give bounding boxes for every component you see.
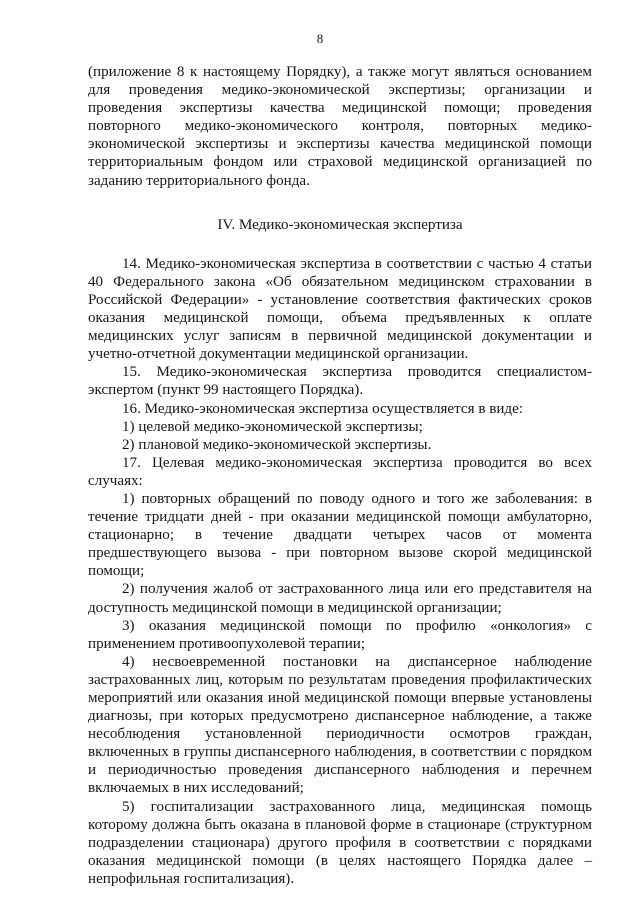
- paragraph-16-item-2: 2) плановой медико-экономической экспертизы.: [122, 436, 432, 453]
- paragraph-14: 14. Медико-экономическая экспертиза в соответствии с частью 4 статьи 40 Федерального закона «Об обязательном медицинском страховании в Российской Федерации» - установление соответствия фактических сроков оказания медицинской помощи, объема предъявленных к оплате медицинских услуг записям в первичной медицинской документации и учетно-отчетной документации медицинской организации.: [88, 255, 592, 363]
- paragraph-17-item-2: 2) получения жалоб от застрахованного лица или его представителя на доступность медицинской помощи в медицинской организации;: [88, 581, 592, 616]
- paragraph-17-item-4: 4) несвоевременной постановки на диспансерное наблюдение застрахованных лиц, которым по результатам проведения профилактических мероприятий или оказания иной медицинской помощи впервые установлены диагнозы, при которых предусмотрено диспансерное наблюдение, а также несоблюдения установленной периодичности осмотров граждан, включенных в группы диспансерного наблюдения, в соответствии с порядком и периодичностью проведения диспансерного наблюдения и перечнем включаемых в них исследований;: [88, 653, 592, 797]
- paragraph-16: 16. Медико-экономическая экспертиза осуществляется в виде:: [122, 400, 524, 417]
- paragraph-17-item-5: 5) госпитализации застрахованного лица, медицинская помощь которому должна быть оказана в плановой форме в стационаре (структурном подразделении стационара) другого профиля в соответствии с порядками оказания медицинской помощи (в целях настоящего Порядка далее – непрофильная госпитализация).: [88, 798, 592, 887]
- paragraph-15: 15. Медико-экономическая экспертиза проводится специалистом-экспертом (пункт 99 настоящего Порядка).: [88, 364, 592, 399]
- paragraph-16-item-1: 1) целевой медико-экономической экспертизы;: [122, 418, 423, 435]
- paragraph-17: 17. Целевая медико-экономическая экспертиза проводится во всех случаях:: [88, 454, 592, 489]
- paragraph-17-item-1: 1) повторных обращений по поводу одного и того же заболевания: в течение тридцати дней - при оказании медицинской помощи амбулаторно, стационарно; в течение двадцати четырех часов от момента предшествующего вызова - при повторном вызове скорой медицинской помощи;: [88, 490, 592, 580]
- paragraph-17-item-3: 3) оказания медицинской помощи по профилю «онкология» с применением противоопухолевой терапии;: [88, 617, 592, 652]
- page-number: 8: [316, 31, 324, 46]
- intro-paragraph: (приложение 8 к настоящему Порядку), а также могут являться основанием для проведения медико-экономической экспертизы; организации и проведения экспертизы качества медицинской помощи; проведения повторного медико-экономического контроля, повторных медико-экономической экспертизы и экспертизы качества медицинской помощи территориальным фондом или страховой медицинской организацией по заданию территориального фонда.: [88, 64, 592, 189]
- document-body: [88, 63, 592, 888]
- section-heading: IV. Медико-экономическая экспертиза: [217, 216, 463, 233]
